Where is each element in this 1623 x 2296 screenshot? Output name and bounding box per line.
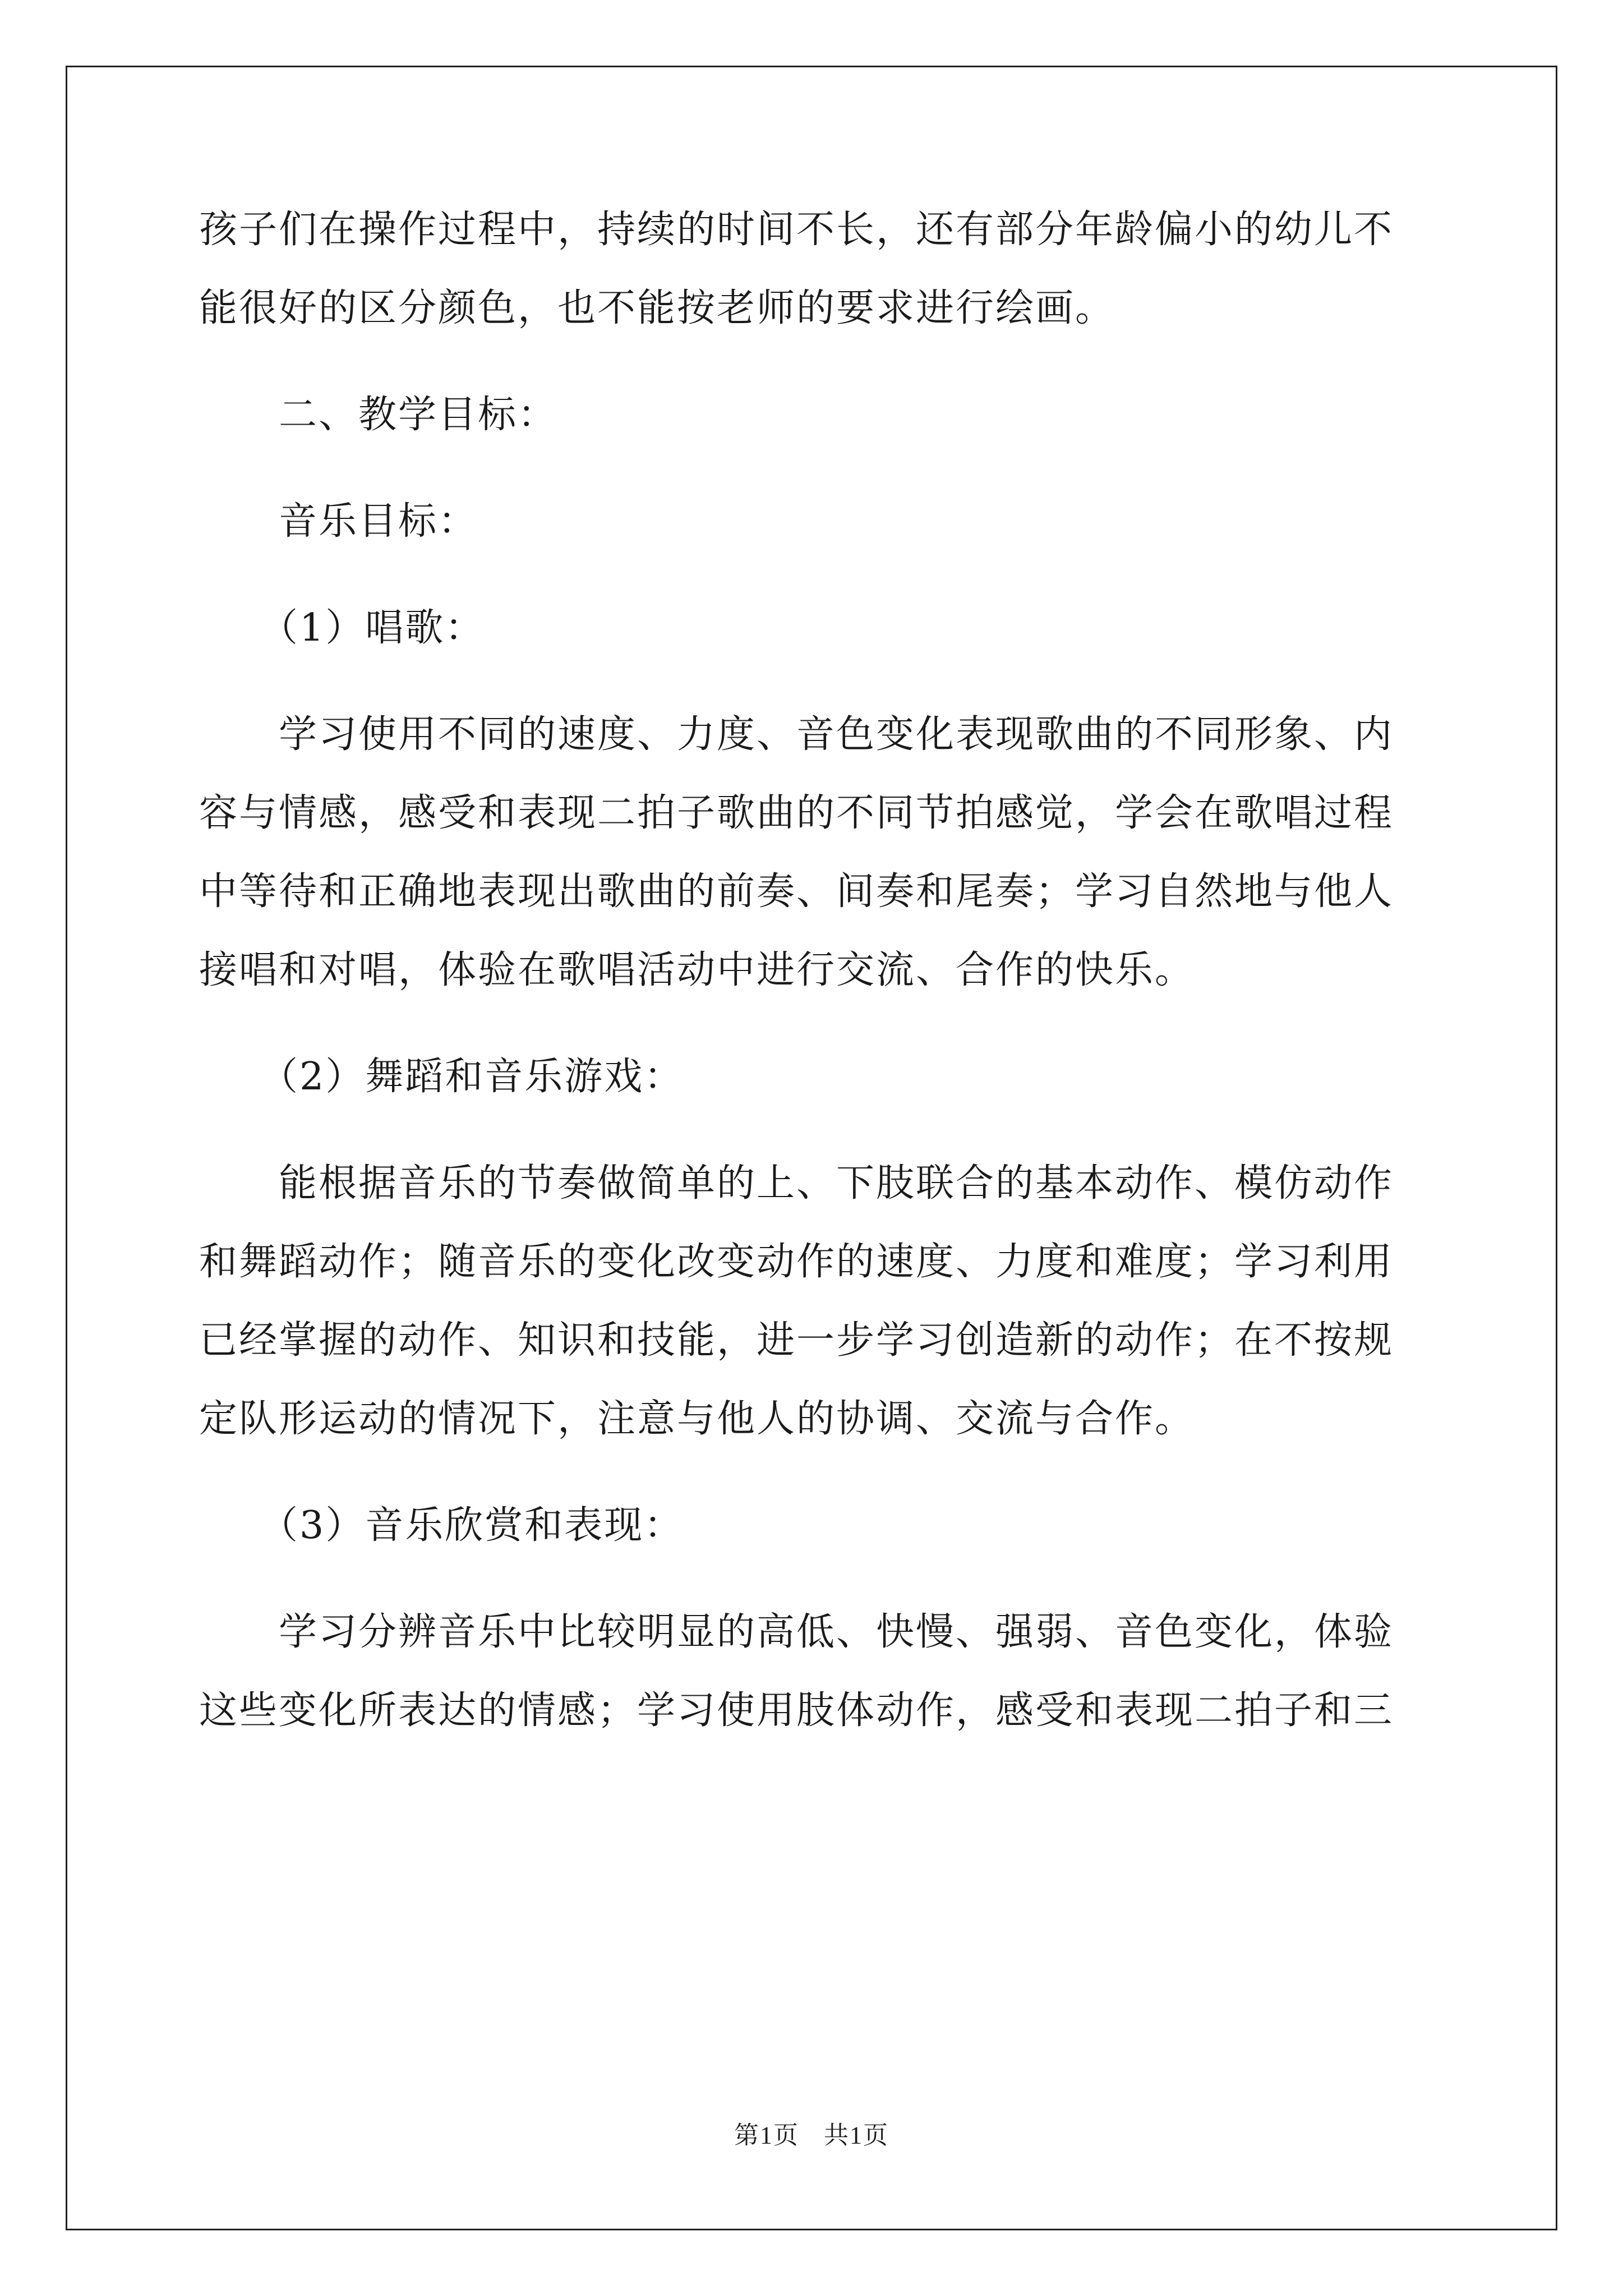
paragraph-gap <box>199 454 1430 482</box>
paragraph-gap <box>199 561 1430 589</box>
page-total: 共1页 <box>824 2122 889 2149</box>
item-heading: （3）音乐欣赏和表现： <box>199 1503 684 1548</box>
section-heading: 二、教学目标： <box>199 393 558 437</box>
text-line: 学习分辨音乐中比较明显的高低、快慢、强弱、音色变化，体验 <box>199 1610 1394 1654</box>
paragraph-gap <box>199 348 1430 376</box>
text-line: 和舞蹈动作；随音乐的变化改变动作的速度、力度和难度；学习利用 <box>199 1240 1394 1284</box>
text-line: 能根据音乐的节奏做简单的上、下肢联合的基本动作、模仿动作 <box>199 1161 1394 1205</box>
paragraph-gap <box>199 1116 1430 1144</box>
text-line: 孩子们在操作过程中，持续的时间不长，还有部分年龄偏小的幼儿不 <box>199 208 1394 252</box>
page-footer <box>0 2115 1623 2151</box>
document-body <box>199 191 1430 1750</box>
subsection-heading: 音乐目标： <box>199 499 478 544</box>
text-line: 这些变化所表达的情感；学习使用肢体动作，感受和表现二拍子和三 <box>199 1688 1394 1733</box>
paragraph-gap <box>199 1458 1430 1487</box>
text-line: 容与情感，感受和表现二拍子歌曲的不同节拍感觉，学会在歌唱过程 <box>199 791 1394 835</box>
text-line: 已经掌握的动作、知识和技能，进一步学习创造新的动作；在不按规 <box>199 1318 1394 1363</box>
text-line: 能很好的区分颜色，也不能按老师的要求进行绘画。 <box>199 286 1115 330</box>
paragraph-gap <box>199 1010 1430 1038</box>
text-line: 定队形运动的情况下，注意与他人的协调、交流与合作。 <box>199 1397 1195 1441</box>
item-heading: （2）舞蹈和音乐游戏： <box>199 1055 684 1099</box>
page-number: 第1页 <box>734 2122 799 2149</box>
item-heading: （1）唱歌： <box>199 606 485 650</box>
paragraph-gap <box>199 1565 1430 1593</box>
text-line: 学习使用不同的速度、力度、音色变化表现歌曲的不同形象、内 <box>199 712 1394 757</box>
text-line: 接唱和对唱，体验在歌唱活动中进行交流、合作的快乐。 <box>199 948 1195 992</box>
text-line: 中等待和正确地表现出歌曲的前奏、间奏和尾奏；学习自然地与他人 <box>199 869 1394 914</box>
paragraph-gap <box>199 668 1430 696</box>
